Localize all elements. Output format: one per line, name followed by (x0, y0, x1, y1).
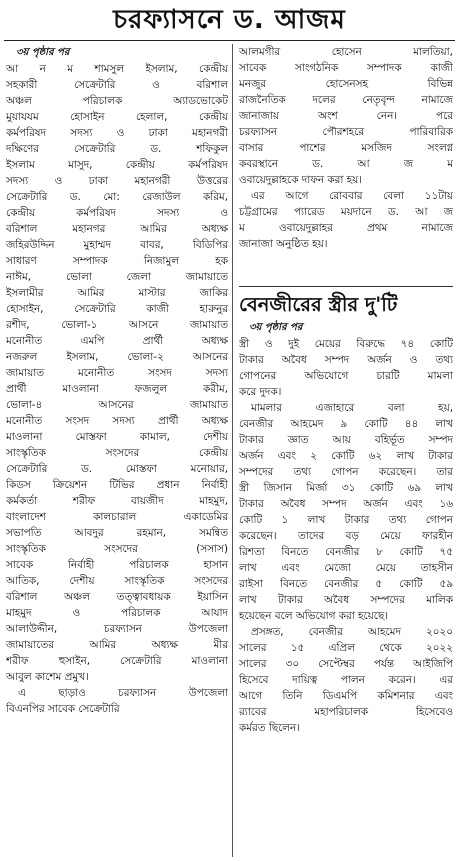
headline-azam: চরফ্যাসনে ড. আজম (113, 5, 346, 35)
text-line: প্রসঙ্গত, বেনজীর আহমেদ ২০২০ (251, 626, 453, 638)
text-line: মুয়াযযম হোসাইন হেলাল, কেন্দ্রীয় (6, 111, 228, 123)
text-line: রাজনৈতিক দলের নেতৃবৃন্দ নামাজে (239, 94, 453, 106)
text-line: র‍্যাবের মহাপরিচালক হিসেবেও (239, 706, 453, 718)
text-line: সাধারণ সম্পাদক নিজামুল হক (6, 255, 228, 267)
text-line: জানাজায় অংশ নেন। পরে (239, 110, 453, 122)
text-line: মাহমুদ ও পরিচালক আযাদ (6, 607, 228, 619)
text-line: সহকারী সেক্রেটারি ও বরিশাল (6, 79, 228, 91)
text-line: রাইসা বিনতে বেনজীর ৫ কোটি ৫৯ (239, 578, 453, 590)
text-line: করেছেন। তাদের বড় মেয়ে ফারহীন (239, 530, 453, 542)
text-line: জামায়াতের আমির অধ্যক্ষ মীর (6, 639, 228, 651)
text-line: জহিরউদ্দিন মুহাম্মদ বাবর, বিডিপির (6, 239, 228, 251)
text-line: নাঈম, ভোলা জেলা জামায়াতে (6, 271, 228, 283)
text-line: ওবায়েদুল্লাহকে দাফন করা হয়। (239, 174, 362, 186)
text-line: এ ছাড়াও চরফ্যাসন উপজেলা (18, 687, 228, 699)
text-line: বেনজীর আহমেদ ৯ কোটি ৪৪ লাখ (239, 418, 453, 430)
text-line: বরিশাল অঞ্চল তত্ত্বাবধায়ক ইয়াসিন (6, 591, 228, 603)
text-line: টাকার জ্ঞাত আয় বহির্ভূত সম্পদ (239, 434, 453, 446)
text-line: বরিশাল মহানগর আমির অধ্যক্ষ (6, 223, 228, 235)
text-line: টাকার অবৈধ সম্পদ অর্জন ও তথ্য (239, 354, 453, 366)
text-line: বিএনপির সাবেক সেক্রেটারি (6, 703, 120, 715)
text-line: সদস্য ও ঢাকা মহানগরী উত্তরের (6, 175, 228, 187)
text-line: আগে তিনি ডিএমপি কমিশনার এবং (239, 690, 453, 702)
text-line: মনোনীত এমপি প্রার্থী অধ্যক্ষ (6, 335, 228, 347)
continuation-label-2: ৩য় পৃষ্ঠার পর (249, 322, 303, 333)
text-line: জানাজা অনুষ্ঠিত হয়। (239, 238, 328, 250)
text-line: দক্ষিণের সেক্রেটারি ড. শফিকুল (6, 143, 228, 155)
text-line: চট্টগ্রামের প্যারেড ময়দানে ড. আ জ (239, 206, 453, 218)
text-line: সালের ১৫ এপ্রিল থেকে ২০২২ (239, 642, 453, 654)
text-line: কর্মরত ছিলেন। (239, 722, 300, 734)
text-line: আবুল কাশেম প্রমুখ। (6, 671, 89, 683)
text-line: সাবেক সাংগঠনিক সম্পাদক কাজী (239, 62, 453, 74)
text-line: কিডস ক্রিয়েশন টিভির প্রধান নির্বাহী (6, 479, 228, 491)
text-line: কর্মকর্তা শরীফ বায়জীদ মাহমুদ, (6, 495, 228, 507)
text-line: সম্পদের তথ্য গোপন করেছেন। তার (239, 466, 453, 478)
text-line: সাবেক নির্বাহী পরিচালক হাসান (6, 559, 228, 571)
text-line: লাখ টাকার অবৈধ সম্পদের মালিক (239, 594, 453, 606)
article-column-left (6, 44, 228, 717)
text-line: হিসেবে দায়িত্ব পালন করেন। এর (239, 674, 453, 686)
headline-rule (4, 40, 455, 41)
text-line: সভাপতি আবদুর রহমান, সমন্বিত (6, 527, 228, 539)
text-line: আলমগীর হোসেন মালতিয়া, (239, 46, 453, 58)
text-line: ম ওবায়েদুল্লাহর প্রথম নামাজে (239, 222, 453, 234)
text-line: বাসার পাশের মসজিদ সংলগ্ন (239, 142, 453, 154)
text-line: মনোনীত সংসদ সদস্য প্রার্থী অধ্যক্ষ (6, 415, 228, 427)
text-line: কবরস্থানে ড. আ জ ম (239, 158, 453, 170)
text-line: স্ত্রী ও দুই মেয়ের বিরুদ্ধে ৭৪ কোটি (239, 338, 453, 350)
text-line: এর আগে রোববার বেলা ১১টায় (251, 190, 453, 202)
text-line: অঞ্চল পরিচালক অ্যাডভোকেট (6, 95, 228, 107)
text-line: চরফ্যাসন পৌরশহরে পারিবারিক (239, 126, 453, 138)
text-line: সালের ৩০ সেপ্টেম্বর পর্যন্ত আইজিপি (239, 658, 453, 670)
text-line: কোটি ১ লাখ টাকার তথ্য গোপন (239, 514, 453, 526)
article-body-left (6, 61, 228, 717)
text-line: আতিক, দেশীয় সাংস্কৃতিক সংসদের (6, 575, 228, 587)
text-line: মনজুর হোসেনসহ বিভিন্ন (239, 78, 453, 90)
text-line: ইসলাম মাসুদ, কেন্দ্রীয় কর্মপরিষদ (6, 159, 228, 171)
text-line: বাংলাদেশ কালচারাল একাডেমির (6, 511, 228, 523)
text-line: মামলার এজাহারে বলা হয়, (251, 402, 453, 414)
text-line: ভোলা-৪ আসনের জামায়াত (6, 399, 228, 411)
text-line: সাংস্কৃতিক সংসদের (সসাস) (6, 543, 228, 555)
text-line: অর্জন এবং ২ কোটি ৬২ লাখ টাকার (239, 450, 453, 462)
text-line: করে দুদক। (239, 386, 282, 398)
article-body-right-top (239, 44, 453, 252)
text-line: জামায়াত মনোনীত সংসদ সদস্য (6, 367, 228, 379)
article-column-right (239, 44, 453, 736)
text-line: হোসাইন, সেক্রেটারি কাজী হারুনুর (6, 303, 228, 315)
text-line: গোপনের অভিযোগে চারটি মামলা (239, 370, 453, 382)
text-line: কেন্দ্রীয় কর্মপরিষদ সদস্য ও (6, 207, 228, 219)
article-gap (239, 252, 453, 284)
headline-benazir: বেনজীরের স্ত্রীর দু'টি (239, 293, 398, 316)
text-line: আলাউদ্দীন, চরফ্যাসন উপজেলা (6, 623, 228, 635)
text-line: স্ত্রী জিসান মির্জা ৩১ কোটি ৬৯ লাখ (239, 482, 453, 494)
continuation-label: ৩য় পৃষ্ঠার পর (16, 47, 70, 58)
text-line: নজরুল ইসলাম, ভোলা-২ আসনের (6, 351, 228, 363)
text-line: সেক্রেটারি ড. মো: রেজাউল করিম, (6, 191, 228, 203)
text-line: টাকার অবৈধ সম্পদ অর্জন এবং ১৬ (239, 498, 453, 510)
article-body-right-bottom (239, 336, 453, 736)
text-line: প্রার্থী মাওলানা ফজলুল করীম, (6, 383, 228, 395)
text-line: মাওলানা মোস্তফা কামাল, দেশীয় (6, 431, 228, 443)
text-line: আ ন ম শামসুল ইসলাম, কেন্দ্রীয় (6, 63, 228, 75)
text-line: সেক্রেটারি ড. মোস্তফা মনোয়ার, (6, 463, 228, 475)
text-line: হয়েছেন বলে অভিযোগ করা হয়েছে। (239, 610, 388, 622)
text-line: ইসলামীর আমির মাস্টার জাকির (6, 287, 228, 299)
text-line: সাংস্কৃতিক সংসদের কেন্দ্রীয় (6, 447, 228, 459)
headline2-rule (239, 286, 453, 287)
text-line: রশীদ, ভোলা-১ আসনে জামায়াত (6, 319, 228, 331)
text-line: লাখ এবং মেজো মেয়ে তাহসীন (239, 562, 453, 574)
text-line: কর্মপরিষদ সদস্য ও ঢাকা মহানগরী (6, 127, 228, 139)
column-divider (232, 44, 233, 857)
text-line: রিশতা বিনতে বেনজীর ৮ কোটি ৭৫ (239, 546, 453, 558)
text-line: শরীফ হুসাইন, সেক্রেটারি মাওলানা (6, 655, 228, 667)
